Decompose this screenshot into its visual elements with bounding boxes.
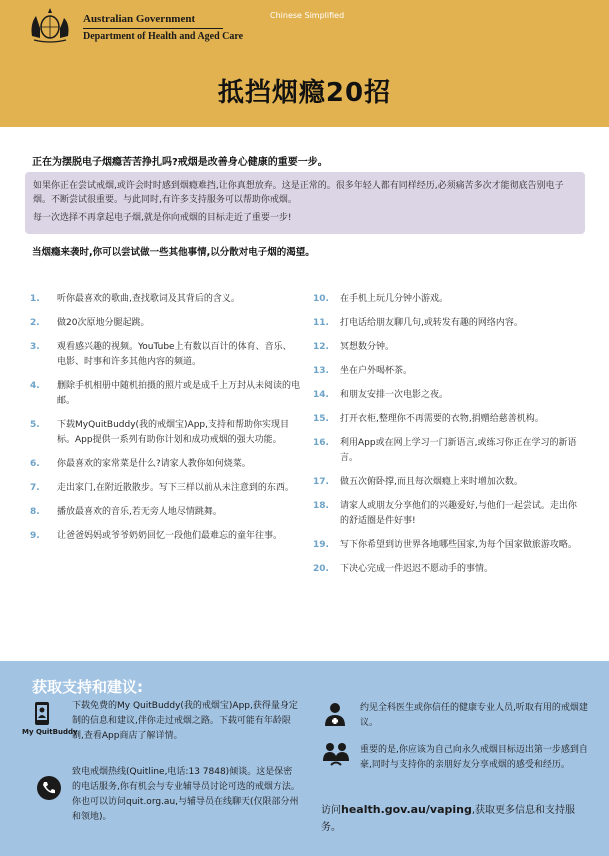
- tip-item: [313, 412, 583, 427]
- tip-text: 写下你希望到访世界各地哪些国家,为每个国家做旅游攻略。: [340, 540, 577, 550]
- tip-item: [313, 499, 583, 529]
- tip-number: 15.: [313, 414, 329, 424]
- tip-text: 走出家门,在附近散散步。写下三样以前从未注意到的东西。: [57, 483, 294, 493]
- tip-item: [30, 292, 300, 307]
- phone-app-icon: [30, 701, 56, 727]
- tip-number: 17.: [313, 477, 329, 487]
- tip-item: [30, 457, 300, 472]
- tip-text: 利用App或在网上学习一门新语言,或练习你正在学习的新语言。: [340, 438, 577, 463]
- tip-text: 冥想数分钟。: [340, 342, 395, 352]
- header-banner: [0, 0, 609, 127]
- tip-item: [30, 316, 300, 331]
- tip-text: 观看感兴趣的视频。YouTube上有数以百计的体育、音乐、电影、时事和许多其他内容的频道。: [57, 342, 292, 367]
- tip-text: 听你最喜欢的歌曲,查找歌词及其背后的含义。: [57, 294, 240, 304]
- tip-number: 20.: [313, 564, 329, 574]
- tip-text: 在手机上玩几分钟小游戏。: [340, 294, 449, 304]
- tip-item: [30, 340, 300, 370]
- tip-item: [313, 340, 583, 355]
- tips-column-right: [313, 292, 583, 586]
- tip-text: 播放最喜欢的音乐,若无旁人地尽情跳舞。: [57, 507, 222, 517]
- callout-paragraph-2: 每一次选择不再拿起电子烟,就是你向戒烟的目标走近了重要一步!: [33, 213, 292, 223]
- tip-number: 10.: [313, 294, 329, 304]
- government-name: Australian Government: [83, 13, 196, 25]
- tip-item: [313, 316, 583, 331]
- tip-number: 14.: [313, 390, 329, 400]
- tip-item: [30, 529, 300, 544]
- tip-text: 做20次原地分腿起跳。: [57, 318, 150, 328]
- doctor-support-text: 约见全科医生或你信任的健康专业人员,听取有用的戒烟建议。: [360, 703, 588, 728]
- tip-item: [30, 481, 300, 496]
- tip-number: 2.: [30, 318, 40, 328]
- callout-paragraph-1: 如果你正在尝试戒烟,或许会时时感到烟瘾难挡,让你真想放弃。这是正常的。很多年轻人都有同样经历,必须痛苦多次才能彻底告别电子烟。不断尝试很重要。与此同时,有许多支持服务可以帮助你戒烟。: [33, 181, 564, 205]
- visit-website-line: [321, 801, 591, 836]
- app-support-text: 下载免费的My QuitBuddy(我的戒烟宝)App,获得量身定制的信息和建议,伴你走过戒烟之路。下载可能有年龄限制,查看App商店了解详情。: [72, 701, 298, 741]
- friends-support-text: 重要的是,你应该为自己向永久戒烟目标迈出第一步感到自豪,同时与支持你的亲朋好友分享戒烟的感受和经历。: [360, 745, 588, 770]
- tip-number: 11.: [313, 318, 329, 328]
- tip-text: 请家人或朋友分享他们的兴趣爱好,与他们一起尝试。走出你的舒适圈是件好事!: [340, 501, 577, 526]
- tip-number: 3.: [30, 342, 40, 352]
- coat-of-arms-icon: [26, 6, 74, 44]
- visit-prefix: 访问: [321, 805, 341, 816]
- intro-heading: 正在为摆脱电子烟瘾苦苦挣扎吗?戒烟是改善身心健康的重要一步。: [32, 157, 328, 168]
- language-label: Chinese Simplified: [270, 11, 345, 20]
- tip-text: 下载MyQuitBuddy(我的戒烟宝)App,支持和帮助你实现目标。App提供一系列有助你计划和成功戒烟的强大功能。: [57, 420, 290, 445]
- tip-number: 12.: [313, 342, 329, 352]
- tip-text: 你最喜欢的家常菜是什么?请家人教你如何烧菜。: [57, 459, 251, 469]
- support-title: 获取支持和建议:: [32, 678, 143, 696]
- tip-text: 下决心完成一件迟迟不愿动手的事情。: [340, 564, 494, 574]
- support-section: [0, 661, 609, 856]
- tip-item: [313, 436, 583, 466]
- tip-item: [313, 292, 583, 307]
- page-title: 抵挡烟瘾20招: [217, 78, 392, 108]
- tip-item: [30, 418, 300, 448]
- tip-text: 做五次俯卧撑,而且每次烟瘾上来时增加次数。: [340, 477, 523, 487]
- tip-text: 坐在户外喝杯茶。: [340, 366, 413, 376]
- tip-item: [313, 538, 583, 553]
- tip-text: 和朋友安排一次电影之夜。: [340, 390, 449, 400]
- tip-item: [313, 364, 583, 379]
- app-name-label: My QuitBuddy: [22, 728, 78, 736]
- tip-number: 18.: [313, 501, 329, 511]
- tip-item: [30, 505, 300, 520]
- tip-number: 8.: [30, 507, 40, 517]
- department-name: Department of Health and Aged Care: [83, 31, 244, 42]
- doctor-icon: [322, 701, 348, 727]
- tip-number: 1.: [30, 294, 40, 304]
- tip-item: [313, 388, 583, 403]
- friends-icon: [322, 741, 350, 767]
- tip-item: [313, 475, 583, 490]
- tips-lead: 当烟瘾来袭时,你可以尝试做一些其他事情,以分散对电子烟的渴望。: [32, 247, 315, 258]
- phone-call-icon: [36, 775, 62, 801]
- tip-number: 13.: [313, 366, 329, 376]
- tip-number: 5.: [30, 420, 40, 430]
- tips-column-left: [30, 292, 300, 553]
- tip-item: [30, 379, 300, 409]
- tip-text: 打开衣柜,整理你不再需要的衣物,捐赠给慈善机构。: [340, 414, 544, 424]
- tip-number: 6.: [30, 459, 40, 469]
- tip-number: 16.: [313, 438, 329, 448]
- quitline-support-text: 致电戒烟热线(Quitline,电话:13 7848)倾谈。这是保密的电话服务,你有机会与专业辅导员讨论可选的戒烟方法。你也可以访问quit.org.au,与辅导员在线聊天(仅限部分州和领地)。: [72, 767, 300, 822]
- tip-text: 打电话给朋友聊几句,或转发有趣的网络内容。: [340, 318, 523, 328]
- tip-item: [313, 562, 583, 577]
- intro-callout: [25, 172, 585, 234]
- tip-number: 4.: [30, 381, 40, 391]
- website-link[interactable]: health.gov.au/vaping: [341, 803, 472, 816]
- tip-number: 7.: [30, 483, 40, 493]
- tip-text: 删除手机相册中随机拍摄的照片或是成千上万封从未阅读的电邮。: [57, 381, 301, 406]
- tip-number: 9.: [30, 531, 40, 541]
- visit-suffix: ,获取更多信息和支持服务。: [321, 805, 576, 833]
- tip-text: 让爸爸妈妈或爷爷奶奶回忆一段他们最难忘的童年往事。: [57, 531, 283, 541]
- government-divider: [83, 28, 223, 29]
- tip-number: 19.: [313, 540, 329, 550]
